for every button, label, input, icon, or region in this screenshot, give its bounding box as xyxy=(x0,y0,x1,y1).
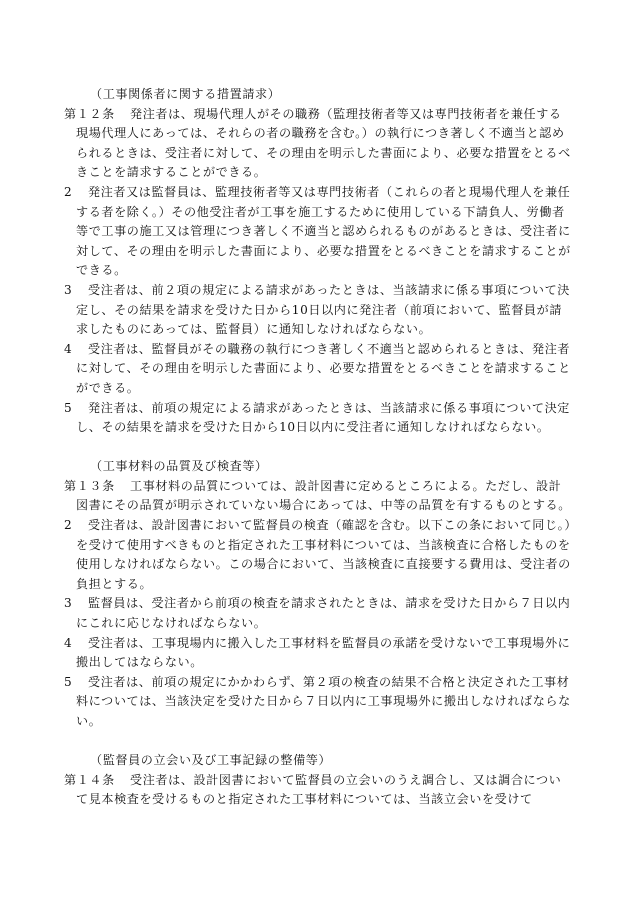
article-caption: （監督員の立会い及び工事記録の整備等） xyxy=(90,753,332,768)
item-text: 受注者は、監督員がその職務の執行につき著しく不適当と認められるときは、発注者に対して、その理由を明示した書面により、必要な措置をとるべきことを請求することができる。 xyxy=(76,341,571,395)
item-paragraph xyxy=(64,399,574,438)
article-number: 第１２条 xyxy=(64,106,115,121)
item-text: 監督員は、受注者から前項の検査を請求されたときは、請求を受けた日から７日以内にこれに応じなければならない。 xyxy=(76,596,571,631)
article-text: 受注者は、設計図書において監督員の立会いのうえ調合し、又は調合について見本検査を受けるものと指定された工事材料については、当該立会いを受けて xyxy=(76,772,562,807)
item-paragraph xyxy=(64,594,574,633)
item-paragraph xyxy=(64,340,574,399)
article-number: 第１３条 xyxy=(64,478,115,493)
item-number: 4 xyxy=(64,635,73,650)
item-text: 受注者は、設計図書において監督員の検査（確認を含む。以下この条において同じ。）を受けて使用すべきものと指定された工事材料については、当該検査に合格したものを使用しなければならない。この場合において、当該検査に直接要する費用は、受注者の負担とする。 xyxy=(76,518,571,591)
article-caption: （工事材料の品質及び検査等） xyxy=(90,459,268,474)
item-paragraph xyxy=(64,281,574,340)
article-text: 発注者は、現場代理人がその職務（監理技術者等又は専門技術者を兼任する現場代理人にあっては、それらの者の職務を含む。）の執行につき著しく不適当と認められるときは、受注者に対して、その理由を明示した書面により、必要な措置をとるべきことを請求することができる。 xyxy=(76,106,571,180)
item-number: 2 xyxy=(64,518,73,533)
item-paragraph xyxy=(64,183,574,281)
article-text: 工事材料の品質については、設計図書に定めるところによる。ただし、設計図書にその品質が明示されていない場合にあっては、中等の品質を有するものとする。 xyxy=(76,478,571,513)
article-number: 第１４条 xyxy=(64,772,115,787)
item-text: 発注者は、前項の規定による請求があったときは、当該請求に係る事項について決定し、その結果を請求を受けた日から10日以内に受注者に通知しなければならない。 xyxy=(76,400,571,435)
item-text: 受注者は、前項の規定にかかわらず、第２項の検査の結果不合格と決定された工事材料については、当該決定を受けた日から７日以内に工事現場外に搬出しなければならない。 xyxy=(76,674,571,728)
item-number: 3 xyxy=(64,596,73,611)
article-caption: （工事関係者に関する措置請求） xyxy=(90,87,281,101)
item-text: 発注者又は監督員は、監理技術者等又は専門技術者（これらの者と現場代理人を兼任する者を除く。）その他受注者が工事を施工するために使用している下請負人、労働者等で工事の施工又は管理につき著しく不適当と認められるものがあるときは、受注者に対して、その理由を明示した書面により、必要な措置をとるべきことを請求することができる。 xyxy=(76,184,571,278)
section-spacer xyxy=(64,438,574,458)
item-paragraph xyxy=(64,673,574,732)
document-body xyxy=(64,85,574,810)
item-number: 5 xyxy=(64,674,73,689)
item-text: 受注者は、工事現場内に搬入した工事材料を監督員の承諾を受けないで工事現場外に搬出してはならない。 xyxy=(76,635,571,670)
item-number: 3 xyxy=(64,282,73,297)
item-text: 受注者は、前２項の規定による請求があったときは、当該請求に係る事項について決定し、その結果を請求を受けた日から10日以内に発注者（前項において、監督員が請求したものにあっては、監督員）に通知しなければならない。 xyxy=(76,282,571,337)
section-spacer xyxy=(64,732,574,752)
item-number: 5 xyxy=(64,400,73,415)
article-paragraph xyxy=(64,477,574,516)
article-paragraph xyxy=(64,771,574,810)
article-paragraph xyxy=(64,105,574,183)
item-number: 2 xyxy=(64,184,73,199)
item-paragraph xyxy=(64,634,574,673)
item-paragraph xyxy=(64,516,574,594)
item-number: 4 xyxy=(64,341,73,356)
